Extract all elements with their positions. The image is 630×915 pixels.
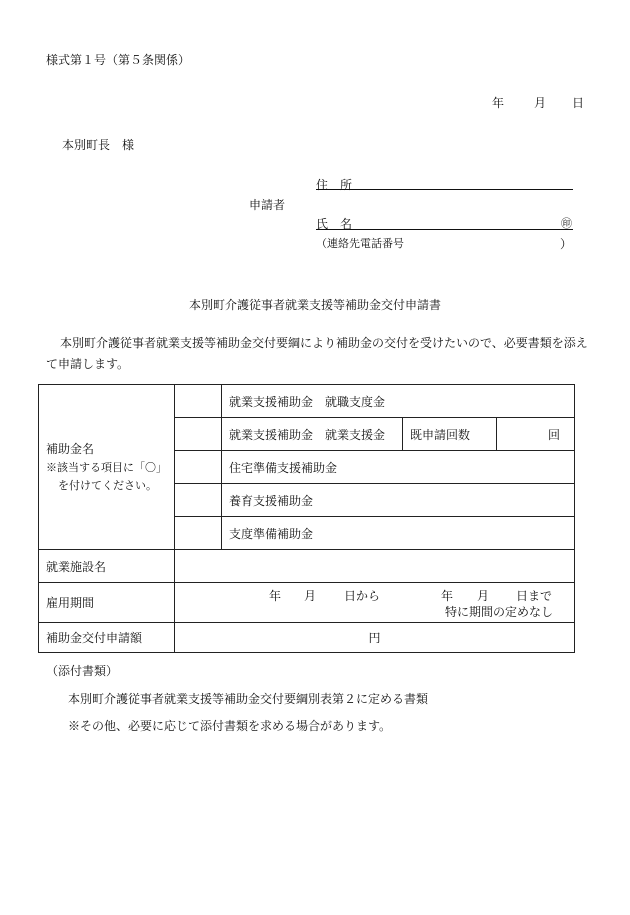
facility-label: 就業施設名 (39, 550, 175, 583)
to-year: 年 (441, 589, 454, 603)
addressee: 本別町長 様 (62, 138, 135, 152)
application-table (38, 384, 575, 653)
date-line (0, 94, 630, 110)
option-label: 住宅準備支援補助金 (222, 451, 575, 484)
period-label: 雇用期間 (39, 583, 175, 623)
attachments-note: ※その他、必要に応じて添付書類を求める場合があります。 (68, 719, 392, 733)
option-mark-cell[interactable] (175, 418, 222, 451)
table-row (39, 550, 575, 583)
subsidy-name-cell (39, 385, 175, 550)
name-field-line[interactable] (316, 229, 573, 230)
option-label: 支度準備補助金 (222, 517, 575, 550)
option-mark-cell[interactable] (175, 484, 222, 517)
seal-mark: ㊞ (561, 217, 572, 230)
times-unit[interactable]: 回 (497, 418, 575, 451)
name-label: 氏 名 (316, 217, 353, 231)
option-label: 養育支援補助金 (222, 484, 575, 517)
period-field[interactable] (175, 583, 575, 623)
period-dates (175, 585, 574, 603)
document-title: 本別町介護従事者就業支援等補助金交付申請書 (188, 298, 441, 312)
option-mark-cell[interactable] (175, 451, 222, 484)
address-field-line[interactable] (316, 189, 573, 190)
contact-phone-close: ） (560, 237, 573, 251)
date-month: 月 (534, 96, 547, 110)
table-row (39, 583, 575, 623)
option-mark-cell[interactable] (175, 385, 222, 418)
from-month: 月 (304, 589, 317, 603)
amount-field[interactable]: 円 (175, 623, 575, 653)
subsidy-note-line2: を付けてください。 (58, 479, 157, 492)
to-month: 月 (477, 589, 490, 603)
date-year: 年 (492, 96, 505, 110)
option-mark-cell[interactable] (175, 517, 222, 550)
attachments-item: 本別町介護従事者就業支援等補助金交付要綱別表第２に定める書類 (68, 692, 429, 706)
date-day: 日 (572, 96, 585, 110)
subsidy-name-label: 補助金名 (46, 442, 95, 456)
to-day: 日まで (516, 589, 553, 603)
period-none: 特に期間の定めなし (445, 605, 554, 619)
body-text: 本別町介護従事者就業支援等補助金交付要綱により補助金の交付を受けたいので、必要書類を添えて申請します。 (46, 336, 588, 371)
table-row (39, 623, 575, 653)
from-day: 日から (344, 589, 381, 603)
amount-label: 補助金交付申請額 (39, 623, 175, 653)
applicant-label: 申請者 (249, 198, 286, 212)
form-number: 様式第１号（第５条関係） (46, 53, 191, 67)
attachments-label: （添付書類） (46, 664, 119, 678)
option-label: 就業支援補助金 就職支度金 (222, 385, 575, 418)
address-label: 住 所 (316, 178, 353, 192)
from-year: 年 (269, 589, 282, 603)
table-row (39, 385, 575, 418)
option-label: 就業支援補助金 就業支援金 (222, 418, 403, 451)
subsidy-note-line1: ※該当する項目に「〇」 (46, 461, 167, 474)
contact-phone-label: （連絡先電話番号 (316, 237, 404, 250)
prior-applications-label: 既申請回数 (403, 418, 497, 451)
facility-field[interactable] (175, 550, 575, 583)
